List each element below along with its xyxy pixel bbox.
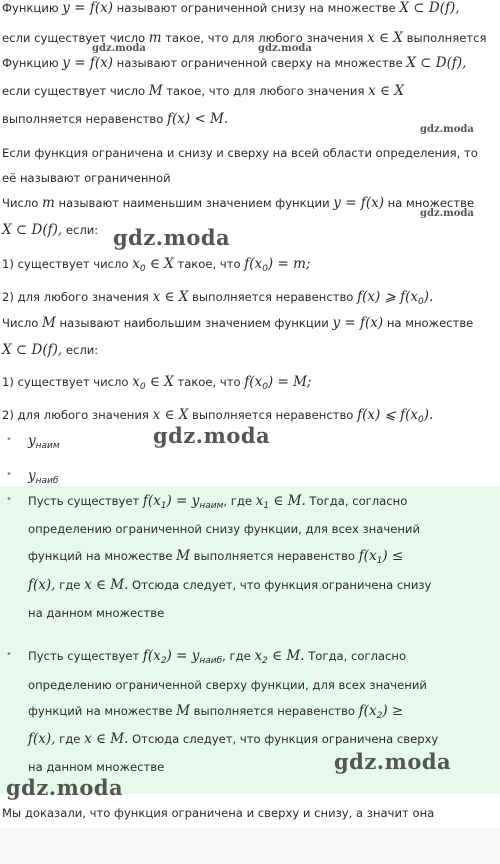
- p4-line2: X ⊂ D(f), если:: [2, 222, 99, 238]
- bullet-dot: •: [6, 434, 12, 445]
- watermark: gdz.moda: [153, 423, 271, 448]
- proof1-line3: функций на множестве M выполняется неравенство $f(x_1)$ ≤: [28, 548, 404, 566]
- proof2-line3: функций на множестве M выполняется неравенство $f(x_2)$ ≥: [28, 703, 404, 721]
- proof1-line2: определению ограниченной снизу функции, для всех значений: [28, 522, 420, 536]
- p2-line2: если существует число M такое, что для любого значения x ∈ X: [2, 83, 404, 99]
- p4-line4: 2) для любого значения x ∈ X выполняется неравенство f(x) ⩾ $f(x_0)$.: [2, 289, 434, 307]
- conclusion-background: [0, 828, 500, 864]
- p1-line1: Функцию y = f(x) называют ограниченной снизу на множестве X ⊂ D(f),: [2, 0, 460, 16]
- p4-line1: Число m называют наименьшим значением функции y = f(x) на множестве: [2, 195, 475, 211]
- watermark: gdz.moda: [334, 749, 452, 774]
- p2-line1: Функцию y = f(x) называют ограниченной сверху на множестве X ⊂ D(f),: [2, 55, 467, 71]
- p5-line1: Число M называют наибольшим значением функции y = f(x) на множестве: [2, 315, 474, 331]
- bullet-y-naib: $y_{наиб}$: [28, 468, 59, 486]
- p3-line2: её называют ограниченной: [2, 171, 171, 185]
- p4-line3: 1) существует число $x_0$ ∈ X такое, что $f(x_0) = m$;: [2, 256, 311, 274]
- watermark: gdz.moda: [6, 775, 124, 800]
- proof2-line4: f(x), где x ∈ M. Отсюда следует, что функция ограничена сверху: [28, 731, 439, 747]
- bullet-dot: •: [6, 469, 12, 480]
- p5-line2: X ⊂ D(f), если:: [2, 342, 99, 358]
- p5-line3: 1) существует число $x_0$ ∈ X такое, что $f(x_0) = M$;: [2, 374, 312, 392]
- watermark: gdz.moda: [113, 225, 231, 250]
- p3-line1: Если функция ограничена и снизу и сверху на всей области определения, то: [2, 146, 478, 160]
- proof2-line2: определению ограниченной сверху функции, для всех значений: [28, 678, 427, 692]
- proof2-line1: Пусть существует $f(x_2) = y_{наиб}$, где $x_2$ ∈ M. Тогда, согласно: [28, 648, 407, 666]
- watermark: gdz.moda: [258, 43, 312, 54]
- p5-line4: 2) для любого значения x ∈ X выполняется неравенство f(x) ⩽ $f(x_0)$.: [2, 407, 434, 425]
- bullet-dot: •: [6, 649, 12, 660]
- p1-line2: если существует число m такое, что для любого значения x ∈ X выполняется: [2, 30, 487, 46]
- bullet-dot: •: [6, 494, 12, 505]
- watermark: gdz.moda: [420, 124, 474, 135]
- p2-line3: выполняется неравенство f(x) < M.: [2, 111, 229, 127]
- bullet-y-naim: $y_{наим}$: [28, 433, 60, 451]
- proof1-line5: на данном множестве: [28, 606, 165, 620]
- watermark: gdz.moda: [420, 208, 474, 219]
- watermark: gdz.moda: [92, 43, 146, 54]
- conclusion-text: Мы доказали, что функция ограничена и сверху и снизу, а значит она: [2, 806, 435, 820]
- proof1-line4: f(x), где x ∈ M. Отсюда следует, что функция ограничена снизу: [28, 577, 432, 593]
- proof2-line5: на данном множестве: [28, 760, 165, 774]
- proof1-line1: Пусть существует $f(x_1) = y_{наим}$, где $x_1$ ∈ M. Тогда, согласно: [28, 493, 408, 511]
